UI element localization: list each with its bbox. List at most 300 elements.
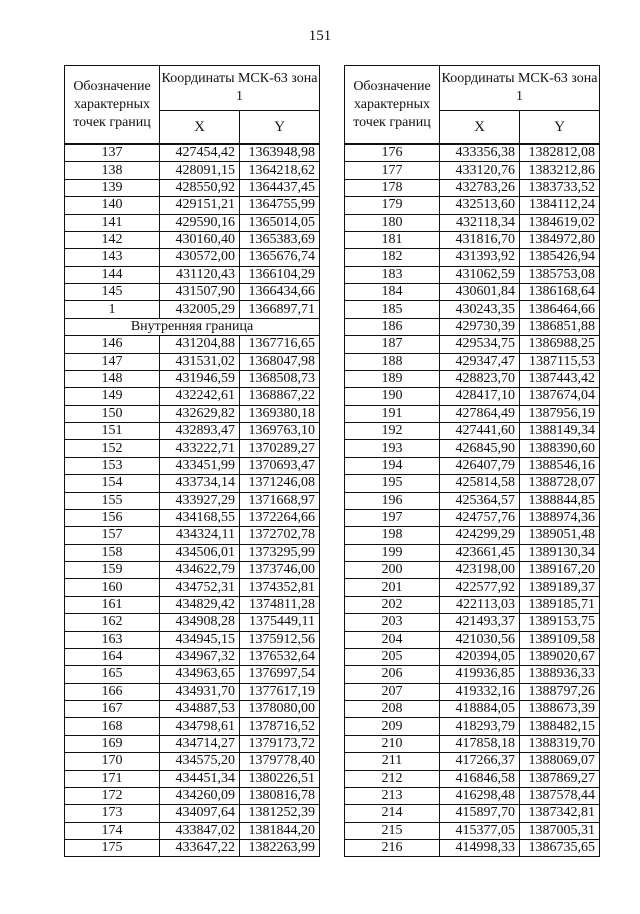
table-row: [65, 596, 320, 613]
table-body-left: [65, 144, 320, 857]
cell-y: 1386851,88: [520, 318, 600, 335]
cell-x: 433927,29: [160, 492, 240, 509]
cell-y: 1389109,58: [520, 631, 600, 648]
cell-point-id: 207: [345, 683, 440, 700]
table-row: [65, 562, 320, 579]
cell-x: 434622,79: [160, 562, 240, 579]
cell-x: 432513,60: [440, 197, 520, 214]
cell-x: 417858,18: [440, 735, 520, 752]
cell-x: 414998,33: [440, 840, 520, 857]
table-row: [65, 840, 320, 857]
table-row: [65, 735, 320, 752]
table-row: [65, 388, 320, 405]
table-row: [345, 370, 600, 387]
cell-point-id: 210: [345, 735, 440, 752]
cell-point-id: 149: [65, 388, 160, 405]
table-row: [65, 666, 320, 683]
cell-x: 417266,37: [440, 753, 520, 770]
cell-point-id: 141: [65, 214, 160, 231]
table-row: [345, 787, 600, 804]
cell-point-id: 206: [345, 666, 440, 683]
cell-y: 1374811,28: [240, 596, 320, 613]
table-row: [345, 405, 600, 422]
table-row: [345, 527, 600, 544]
cell-point-id: 209: [345, 718, 440, 735]
cell-y: 1366434,66: [240, 284, 320, 301]
cell-x: 430160,40: [160, 231, 240, 248]
cell-point-id: 186: [345, 318, 440, 335]
table-row: [345, 718, 600, 735]
cell-x: 423198,00: [440, 562, 520, 579]
table-row: [65, 544, 320, 561]
cell-point-id: 200: [345, 562, 440, 579]
cell-x: 429730,39: [440, 318, 520, 335]
table-row: [65, 301, 320, 318]
cell-point-id: 199: [345, 544, 440, 561]
cell-x: 425814,58: [440, 475, 520, 492]
cell-point-id: 169: [65, 735, 160, 752]
cell-point-id: 195: [345, 475, 440, 492]
cell-x: 419936,85: [440, 666, 520, 683]
table-row: [345, 579, 600, 596]
cell-point-id: 180: [345, 214, 440, 231]
table-row: [345, 301, 600, 318]
cell-x: 428091,15: [160, 162, 240, 179]
table-row: [345, 822, 600, 839]
cell-point-id: 138: [65, 162, 160, 179]
cell-point-id: 156: [65, 509, 160, 526]
cell-point-id: 165: [65, 666, 160, 683]
table-row: [345, 596, 600, 613]
cell-y: 1388390,60: [520, 440, 600, 457]
cell-y: 1383212,86: [520, 162, 600, 179]
cell-x: 432005,29: [160, 301, 240, 318]
cell-y: 1372264,66: [240, 509, 320, 526]
cell-x: 429590,16: [160, 214, 240, 231]
cell-point-id: 158: [65, 544, 160, 561]
table-row: [65, 787, 320, 804]
cell-y: 1374352,81: [240, 579, 320, 596]
cell-y: 1387005,31: [520, 822, 600, 839]
cell-x: 425364,57: [440, 492, 520, 509]
cell-y: 1364755,99: [240, 197, 320, 214]
cell-y: 1369763,10: [240, 423, 320, 440]
table-row: [65, 214, 320, 231]
cell-x: 430243,35: [440, 301, 520, 318]
table-row: [65, 492, 320, 509]
cell-point-id: 175: [65, 840, 160, 857]
table-row: [65, 527, 320, 544]
cell-y: 1388319,70: [520, 735, 600, 752]
cell-y: 1387869,27: [520, 770, 600, 787]
cell-x: 433734,14: [160, 475, 240, 492]
cell-y: 1389153,75: [520, 614, 600, 631]
cell-y: 1386735,65: [520, 840, 600, 857]
cell-x: 422577,92: [440, 579, 520, 596]
cell-y: 1377617,19: [240, 683, 320, 700]
cell-point-id: 168: [65, 718, 160, 735]
cell-y: 1365014,05: [240, 214, 320, 231]
cell-x: 431946,59: [160, 370, 240, 387]
cell-y: 1387956,19: [520, 405, 600, 422]
table-row: [65, 631, 320, 648]
cell-x: 432118,34: [440, 214, 520, 231]
cell-point-id: 211: [345, 753, 440, 770]
table-row: [345, 231, 600, 248]
cell-point-id: 194: [345, 457, 440, 474]
coordinates-table-right: [344, 65, 600, 857]
table-row: [65, 284, 320, 301]
table-row: [345, 197, 600, 214]
cell-point-id: 140: [65, 197, 160, 214]
table-row: [65, 718, 320, 735]
cell-y: 1364437,45: [240, 179, 320, 196]
cell-point-id: 170: [65, 753, 160, 770]
cell-point-id: 205: [345, 648, 440, 665]
table-row: [345, 544, 600, 561]
cell-y: 1369380,18: [240, 405, 320, 422]
table-row: [65, 822, 320, 839]
column-header-x: X: [160, 111, 240, 145]
cell-x: 418884,05: [440, 701, 520, 718]
cell-x: 431120,43: [160, 266, 240, 283]
coordinates-table-left: [64, 65, 320, 857]
cell-point-id: 164: [65, 648, 160, 665]
table-row: [345, 509, 600, 526]
table-row: [65, 423, 320, 440]
cell-x: 421493,37: [440, 614, 520, 631]
cell-point-id: 177: [345, 162, 440, 179]
cell-point-id: 174: [65, 822, 160, 839]
cell-y: 1387674,04: [520, 388, 600, 405]
cell-point-id: 162: [65, 614, 160, 631]
cell-y: 1389185,71: [520, 596, 600, 613]
table-row: [345, 457, 600, 474]
cell-x: 431816,70: [440, 231, 520, 248]
cell-x: 433647,22: [160, 840, 240, 857]
cell-y: 1364218,62: [240, 162, 320, 179]
cell-y: 1388069,07: [520, 753, 600, 770]
cell-y: 1371668,97: [240, 492, 320, 509]
cell-x: 434963,65: [160, 666, 240, 683]
table-row: [345, 614, 600, 631]
table-row: [65, 179, 320, 196]
cell-x: 434908,28: [160, 614, 240, 631]
table-row: [345, 179, 600, 196]
table-body-right: [345, 144, 600, 857]
table-row: [65, 405, 320, 422]
column-header-y: Y: [240, 111, 320, 145]
cell-y: 1365383,69: [240, 231, 320, 248]
table-row: [65, 440, 320, 457]
cell-x: 424299,29: [440, 527, 520, 544]
table-row: [65, 475, 320, 492]
cell-x: 434260,09: [160, 787, 240, 804]
cell-y: 1389020,67: [520, 648, 600, 665]
cell-y: 1378080,00: [240, 701, 320, 718]
cell-y: 1373746,00: [240, 562, 320, 579]
cell-x: 434451,34: [160, 770, 240, 787]
cell-x: 428823,70: [440, 370, 520, 387]
cell-point-id: 178: [345, 179, 440, 196]
cell-y: 1378716,52: [240, 718, 320, 735]
cell-x: 421030,56: [440, 631, 520, 648]
table-row: [345, 840, 600, 857]
cell-x: 415897,70: [440, 805, 520, 822]
table-row: [345, 336, 600, 353]
cell-point-id: 216: [345, 840, 440, 857]
cell-x: 434097,64: [160, 805, 240, 822]
cell-x: 431204,88: [160, 336, 240, 353]
cell-x: 434967,32: [160, 648, 240, 665]
cell-point-id: 137: [65, 144, 160, 162]
table-row: [65, 162, 320, 179]
table-row: [345, 562, 600, 579]
cell-point-id: 191: [345, 405, 440, 422]
cell-x: 434506,01: [160, 544, 240, 561]
cell-y: 1385753,08: [520, 266, 600, 283]
cell-point-id: 196: [345, 492, 440, 509]
cell-y: 1371246,08: [240, 475, 320, 492]
cell-x: 429534,75: [440, 336, 520, 353]
cell-y: 1388974,36: [520, 509, 600, 526]
table-row: [65, 770, 320, 787]
cell-point-id: 147: [65, 353, 160, 370]
table-row: [345, 735, 600, 752]
cell-x: 422113,03: [440, 596, 520, 613]
cell-y: 1370289,27: [240, 440, 320, 457]
cell-x: 430601,84: [440, 284, 520, 301]
cell-point-id: 202: [345, 596, 440, 613]
cell-x: 431531,02: [160, 353, 240, 370]
cell-x: 433356,38: [440, 144, 520, 162]
cell-point-id: 182: [345, 249, 440, 266]
cell-y: 1366104,29: [240, 266, 320, 283]
table-row: [345, 388, 600, 405]
cell-point-id: 139: [65, 179, 160, 196]
table-row: [65, 509, 320, 526]
table-row: [345, 683, 600, 700]
cell-point-id: 193: [345, 440, 440, 457]
cell-point-id: 159: [65, 562, 160, 579]
table-row: [345, 492, 600, 509]
cell-point-id: 201: [345, 579, 440, 596]
table-row: [65, 318, 320, 335]
table-row: [345, 249, 600, 266]
cell-y: 1365676,74: [240, 249, 320, 266]
table-row: [345, 284, 600, 301]
cell-point-id: 148: [65, 370, 160, 387]
cell-x: 431062,59: [440, 266, 520, 283]
cell-x: 429347,47: [440, 353, 520, 370]
cell-y: 1384972,80: [520, 231, 600, 248]
table-row: [345, 805, 600, 822]
cell-point-id: 146: [65, 336, 160, 353]
cell-x: 434798,61: [160, 718, 240, 735]
table-row: [345, 266, 600, 283]
cell-point-id: 173: [65, 805, 160, 822]
table-row: [65, 144, 320, 162]
column-header-y: Y: [520, 111, 600, 145]
table-row: [65, 683, 320, 700]
table-row: [65, 353, 320, 370]
cell-x: 427864,49: [440, 405, 520, 422]
cell-y: 1389167,20: [520, 562, 600, 579]
cell-x: 434168,55: [160, 509, 240, 526]
cell-point-id: 184: [345, 284, 440, 301]
cell-x: 420394,05: [440, 648, 520, 665]
column-header-coordinates: Координаты МСК-63 зона 1: [440, 66, 600, 111]
table-row: [345, 440, 600, 457]
table-row: [345, 144, 600, 162]
cell-y: 1375449,11: [240, 614, 320, 631]
table-row: [65, 266, 320, 283]
cell-y: 1388149,34: [520, 423, 600, 440]
column-header-point: Обозначение характерных точек границ: [65, 66, 160, 145]
cell-point-id: 161: [65, 596, 160, 613]
table-row: [345, 753, 600, 770]
table-row: [65, 197, 320, 214]
cell-y: 1388728,07: [520, 475, 600, 492]
cell-y: 1372702,78: [240, 527, 320, 544]
cell-point-id: 142: [65, 231, 160, 248]
cell-y: 1379778,40: [240, 753, 320, 770]
cell-point-id: 188: [345, 353, 440, 370]
cell-y: 1386988,25: [520, 336, 600, 353]
cell-point-id: 187: [345, 336, 440, 353]
cell-y: 1387443,42: [520, 370, 600, 387]
cell-y: 1384619,02: [520, 214, 600, 231]
cell-y: 1379173,72: [240, 735, 320, 752]
cell-point-id: 172: [65, 787, 160, 804]
cell-x: 426845,90: [440, 440, 520, 457]
cell-x: 434945,15: [160, 631, 240, 648]
cell-y: 1389051,48: [520, 527, 600, 544]
cell-point-id: 192: [345, 423, 440, 440]
table-row: [65, 579, 320, 596]
cell-y: 1388936,33: [520, 666, 600, 683]
cell-point-id: 154: [65, 475, 160, 492]
cell-point-id: 185: [345, 301, 440, 318]
table-row: [345, 701, 600, 718]
cell-y: 1382263,99: [240, 840, 320, 857]
cell-point-id: 203: [345, 614, 440, 631]
cell-y: 1388673,39: [520, 701, 600, 718]
cell-y: 1387578,44: [520, 787, 600, 804]
page-number: 151: [308, 28, 332, 44]
cell-y: 1380226,51: [240, 770, 320, 787]
cell-x: 429151,21: [160, 197, 240, 214]
cell-y: 1376997,54: [240, 666, 320, 683]
cell-point-id: 176: [345, 144, 440, 162]
cell-x: 434324,11: [160, 527, 240, 544]
cell-point-id: 171: [65, 770, 160, 787]
cell-point-id: 1: [65, 301, 160, 318]
table-row: [345, 648, 600, 665]
cell-point-id: 150: [65, 405, 160, 422]
cell-x: 418293,79: [440, 718, 520, 735]
cell-y: 1383733,52: [520, 179, 600, 196]
table-row: [345, 666, 600, 683]
cell-x: 432893,47: [160, 423, 240, 440]
cell-x: 430572,00: [160, 249, 240, 266]
cell-x: 416298,48: [440, 787, 520, 804]
cell-x: 428550,92: [160, 179, 240, 196]
cell-x: 434714,27: [160, 735, 240, 752]
table-row: [65, 370, 320, 387]
cell-y: 1388482,15: [520, 718, 600, 735]
table-row: [65, 249, 320, 266]
cell-y: 1373295,99: [240, 544, 320, 561]
cell-y: 1381844,20: [240, 822, 320, 839]
cell-y: 1386168,64: [520, 284, 600, 301]
table-row: [65, 231, 320, 248]
cell-y: 1388546,16: [520, 457, 600, 474]
cell-point-id: 213: [345, 787, 440, 804]
cell-y: 1385426,94: [520, 249, 600, 266]
cell-y: 1387342,81: [520, 805, 600, 822]
cell-x: 433222,71: [160, 440, 240, 457]
cell-y: 1368047,98: [240, 353, 320, 370]
column-header-x: X: [440, 111, 520, 145]
cell-y: 1368508,73: [240, 370, 320, 387]
cell-y: 1389189,37: [520, 579, 600, 596]
cell-x: 433451,99: [160, 457, 240, 474]
cell-point-id: 189: [345, 370, 440, 387]
table-row: [65, 701, 320, 718]
table-row: [65, 614, 320, 631]
cell-x: 423661,45: [440, 544, 520, 561]
cell-y: 1367716,65: [240, 336, 320, 353]
table-row: [65, 457, 320, 474]
cell-x: 427454,42: [160, 144, 240, 162]
cell-y: 1388797,26: [520, 683, 600, 700]
cell-point-id: 198: [345, 527, 440, 544]
cell-y: 1386464,66: [520, 301, 600, 318]
column-header-point: Обозначение характерных точек границ: [345, 66, 440, 145]
cell-point-id: 157: [65, 527, 160, 544]
cell-x: 427441,60: [440, 423, 520, 440]
cell-y: 1366897,71: [240, 301, 320, 318]
cell-x: 432783,26: [440, 179, 520, 196]
cell-point-id: 153: [65, 457, 160, 474]
cell-x: 419332,16: [440, 683, 520, 700]
cell-x: 434752,31: [160, 579, 240, 596]
cell-point-id: 197: [345, 509, 440, 526]
cell-x: 431507,90: [160, 284, 240, 301]
cell-point-id: 215: [345, 822, 440, 839]
cell-y: 1376532,64: [240, 648, 320, 665]
cell-point-id: 214: [345, 805, 440, 822]
cell-point-id: 179: [345, 197, 440, 214]
cell-y: 1380816,78: [240, 787, 320, 804]
cell-point-id: 151: [65, 423, 160, 440]
cell-x: 426407,79: [440, 457, 520, 474]
table-row: [345, 631, 600, 648]
table-row: [345, 353, 600, 370]
cell-y: 1363948,98: [240, 144, 320, 162]
cell-point-id: 212: [345, 770, 440, 787]
cell-x: 434575,20: [160, 753, 240, 770]
table-row: [345, 162, 600, 179]
cell-point-id: 145: [65, 284, 160, 301]
cell-x: 434887,53: [160, 701, 240, 718]
cell-point-id: 208: [345, 701, 440, 718]
section-label: Внутренняя граница: [65, 318, 320, 335]
table-row: [345, 214, 600, 231]
cell-point-id: 166: [65, 683, 160, 700]
cell-y: 1389130,34: [520, 544, 600, 561]
